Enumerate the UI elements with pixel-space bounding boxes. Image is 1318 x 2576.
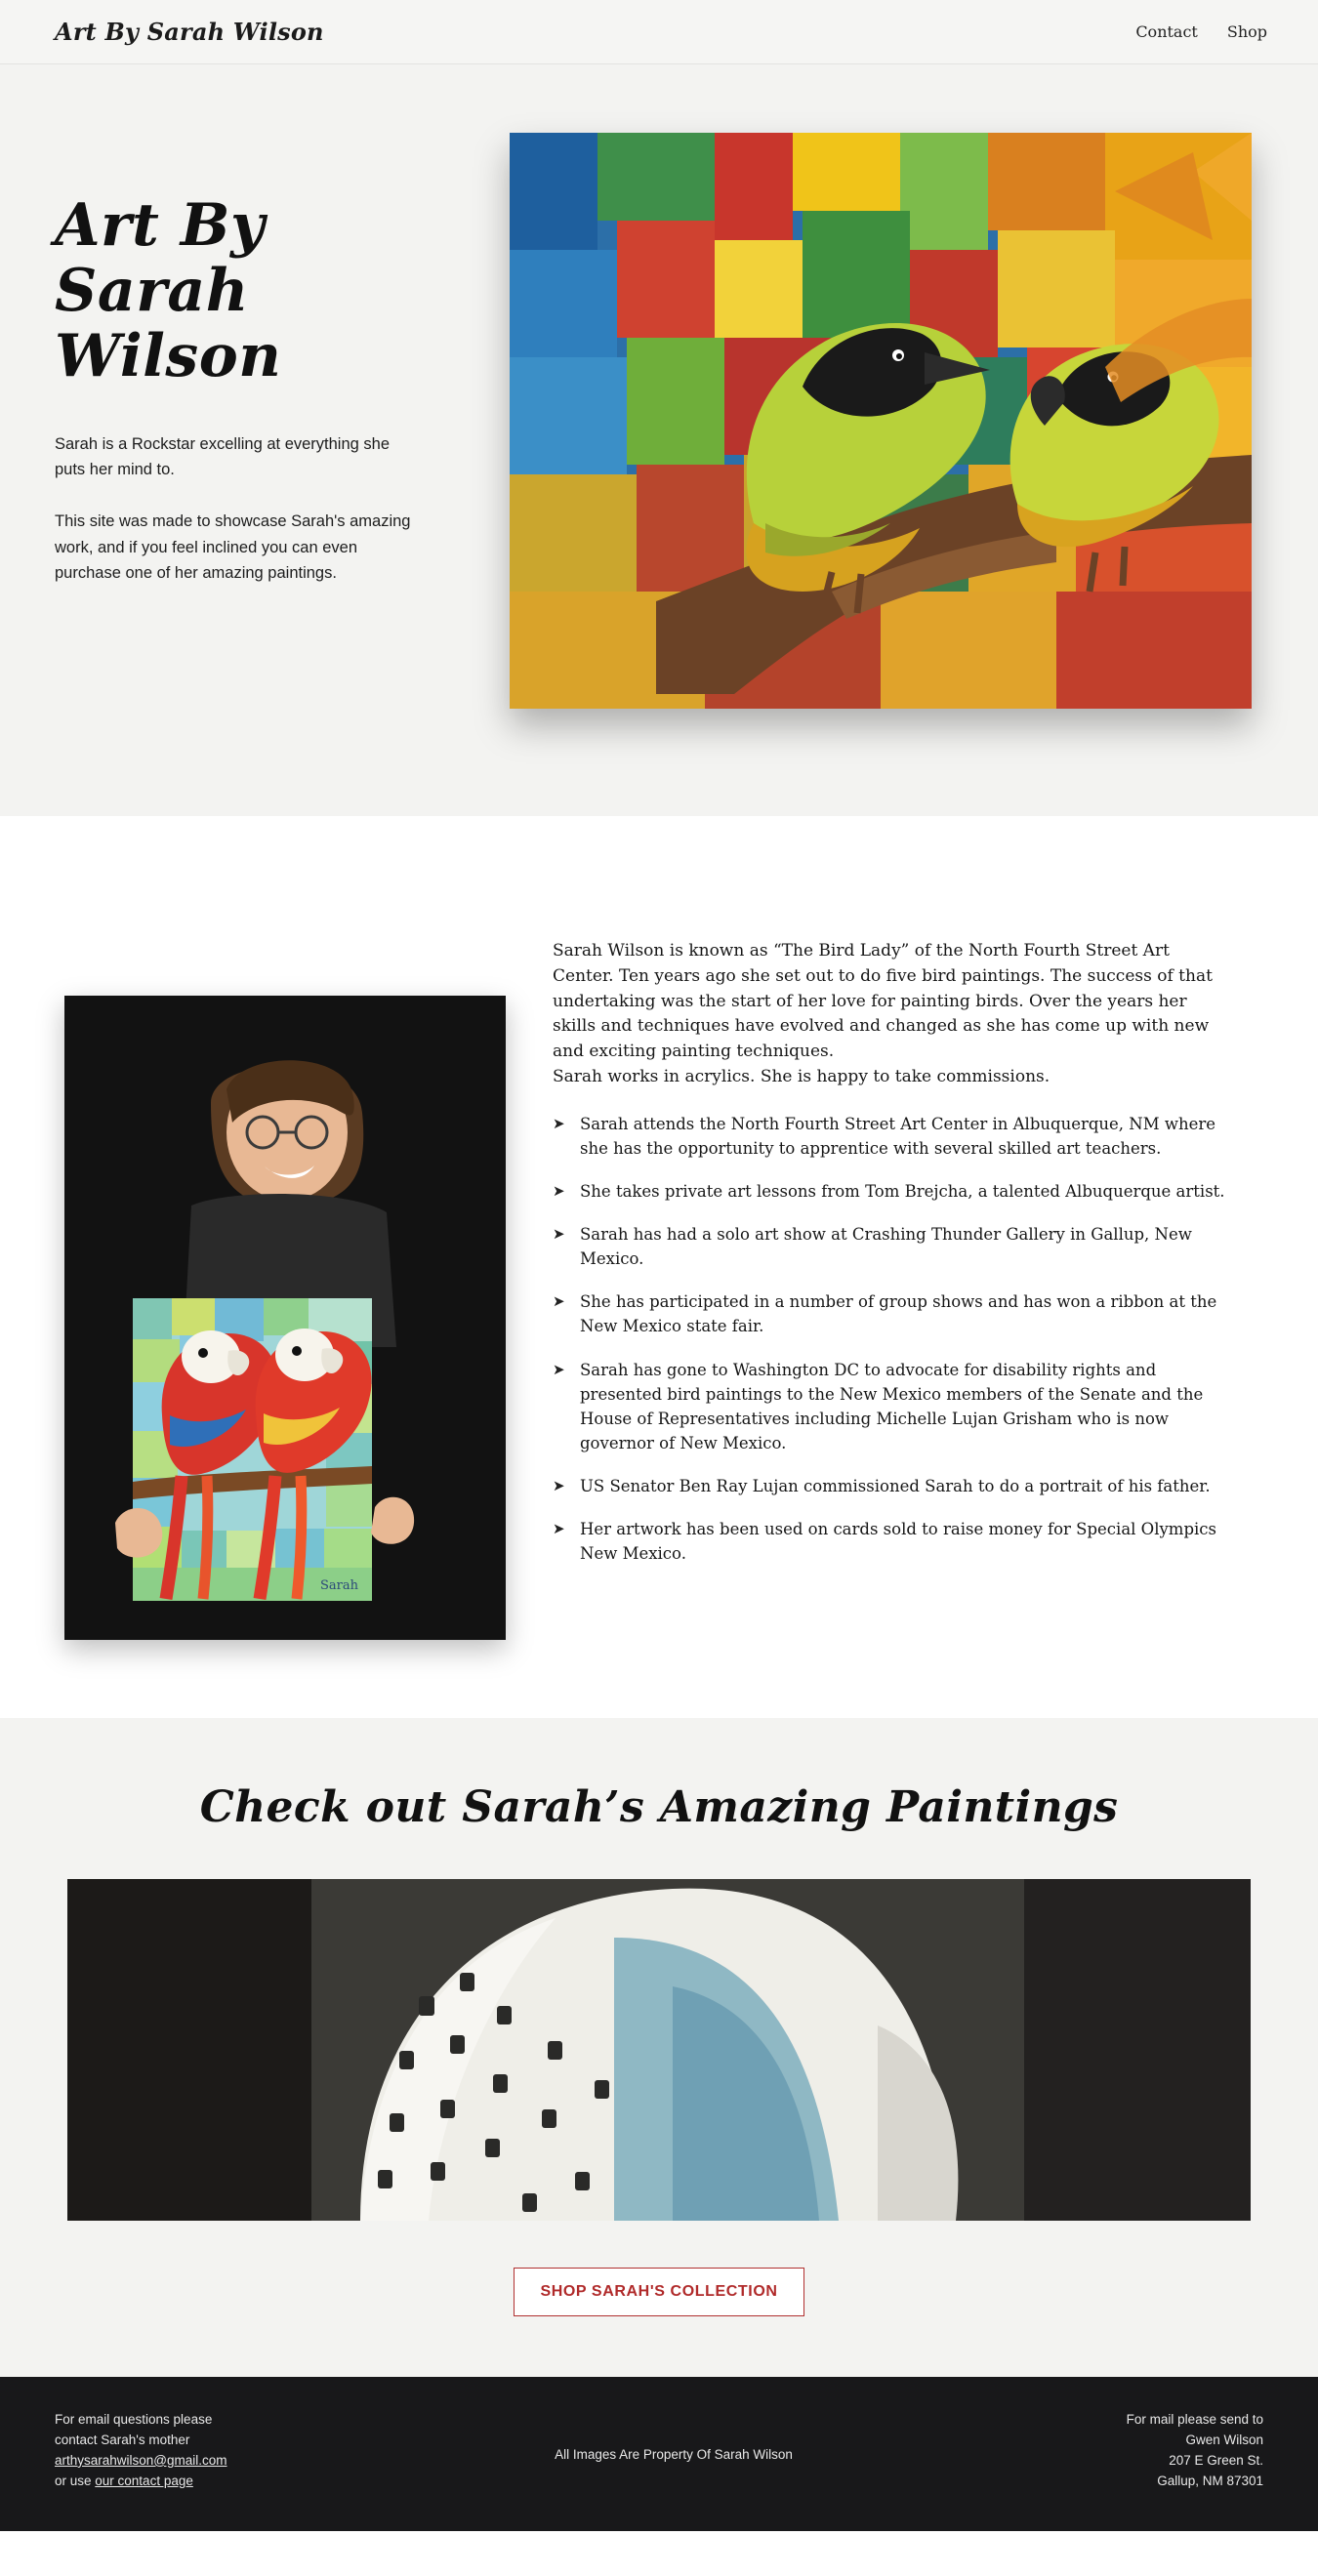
- list-item: [553, 1222, 1226, 1271]
- hero-title-line-2: Sarah Wilson: [55, 257, 282, 391]
- hero-painting-image: [510, 133, 1252, 709]
- footer-right-line-1: For mail please send to: [1126, 2412, 1263, 2427]
- gallery-heading: Check out Sarah’s Amazing Paintings: [199, 1782, 1119, 1832]
- list-item: [553, 1179, 1226, 1204]
- footer-mail-block: [970, 2410, 1263, 2492]
- shop-collection-button[interactable]: SHOP SARAH'S COLLECTION: [514, 2268, 803, 2316]
- list-item: [553, 1517, 1226, 1566]
- hero-paragraph-1: Sarah is a Rockstar excelling at everything she puts her mind to.: [55, 434, 391, 479]
- biography-section: [0, 816, 1318, 1718]
- list-item-text: Her artwork has been used on cards sold to raise money for Special Olympics New Mexico.: [580, 1519, 1216, 1563]
- list-item-text: US Senator Ben Ray Lujan commissioned Sarah to do a portrait of his father.: [580, 1476, 1211, 1495]
- biography-paragraph-2: Sarah works in acrylics. She is happy to take commissions.: [553, 1067, 1050, 1087]
- bird-bullet-icon: ➤: [553, 1225, 565, 1244]
- nav-links: [1135, 22, 1285, 41]
- footer-contact-page-link[interactable]: our contact page: [95, 2473, 193, 2488]
- footer-copyright: All Images Are Property Of Sarah Wilson: [555, 2447, 793, 2462]
- hero-title: [55, 193, 465, 390]
- footer-email-block: [55, 2410, 377, 2492]
- hero-paragraph-2: This site was made to showcase Sarah's amazing work, and if you feel inclined you can even purchase one of her amazing paintings.: [55, 512, 411, 583]
- footer-left-line-1: For email questions please: [55, 2412, 213, 2427]
- list-item: [553, 1112, 1226, 1161]
- featured-painting-image[interactable]: [67, 1879, 1251, 2221]
- site-brand-title[interactable]: Art By Sarah Wilson: [55, 18, 324, 46]
- list-item-text: Sarah has had a solo art show at Crashing Thunder Gallery in Gallup, New Mexico.: [580, 1225, 1192, 1269]
- footer-right-line-3: 207 E Green St.: [1169, 2452, 1263, 2468]
- site-footer: [0, 2377, 1318, 2531]
- list-item-text: Sarah attends the North Fourth Street Art Center in Albuquerque, NM where she has the opportunity to apprentice with several skilled art teachers.: [580, 1114, 1216, 1159]
- list-item: [553, 1289, 1226, 1338]
- list-item: [553, 1358, 1226, 1455]
- nav-link-shop[interactable]: Shop: [1226, 22, 1267, 41]
- bird-bullet-icon: ➤: [553, 1182, 565, 1201]
- footer-left-line-3-prefix: or use: [55, 2473, 96, 2488]
- bird-bullet-icon: ➤: [553, 1114, 565, 1132]
- artist-photo: [64, 996, 506, 1640]
- footer-right-line-4: Gallup, NM 87301: [1157, 2473, 1263, 2488]
- hero-text-block: [55, 133, 465, 587]
- footer-email-link[interactable]: arthysarahwilson@gmail.com: [55, 2452, 227, 2468]
- bird-bullet-icon: ➤: [553, 1292, 565, 1311]
- list-item-text: She takes private art lessons from Tom Brejcha, a talented Albuquerque artist.: [580, 1182, 1225, 1202]
- biography-paragraph: Sarah Wilson is known as “The Bird Lady” of the North Fourth Street Art Center. Ten years ago she set out to do five bird paintings. The success of that undertaking was the start of her love for painting birds. Over the years her skills and techniques have evolved and changed as she has come up with new and exciting painting techniques.: [553, 941, 1213, 1062]
- gallery-section: [0, 1718, 1318, 2377]
- bird-bullet-icon: ➤: [553, 1519, 565, 1537]
- list-item: [553, 1474, 1226, 1498]
- list-item-text: Sarah has gone to Washington DC to advocate for disability rights and presented bird paintings to the New Mexico members of the Senate and the House of Representatives including Michelle Lujan Grisham who is now governor of New Mexico.: [580, 1360, 1204, 1452]
- nav-link-contact[interactable]: Contact: [1135, 22, 1198, 41]
- hero-title-line-1: Art By: [55, 191, 266, 260]
- hero-section: [0, 64, 1318, 816]
- footer-right-line-2: Gwen Wilson: [1185, 2432, 1263, 2447]
- top-navigation-bar: [0, 0, 1318, 64]
- list-item-text: She has participated in a number of group shows and has won a ribbon at the New Mexico state fair.: [580, 1292, 1217, 1336]
- achievement-list: [553, 1112, 1244, 1566]
- biography-text: [553, 910, 1263, 1584]
- bird-bullet-icon: ➤: [553, 1476, 565, 1494]
- svg-text:Sarah: Sarah: [320, 1578, 358, 1593]
- footer-left-line-2: contact Sarah's mother: [55, 2432, 190, 2447]
- bird-bullet-icon: ➤: [553, 1360, 565, 1378]
